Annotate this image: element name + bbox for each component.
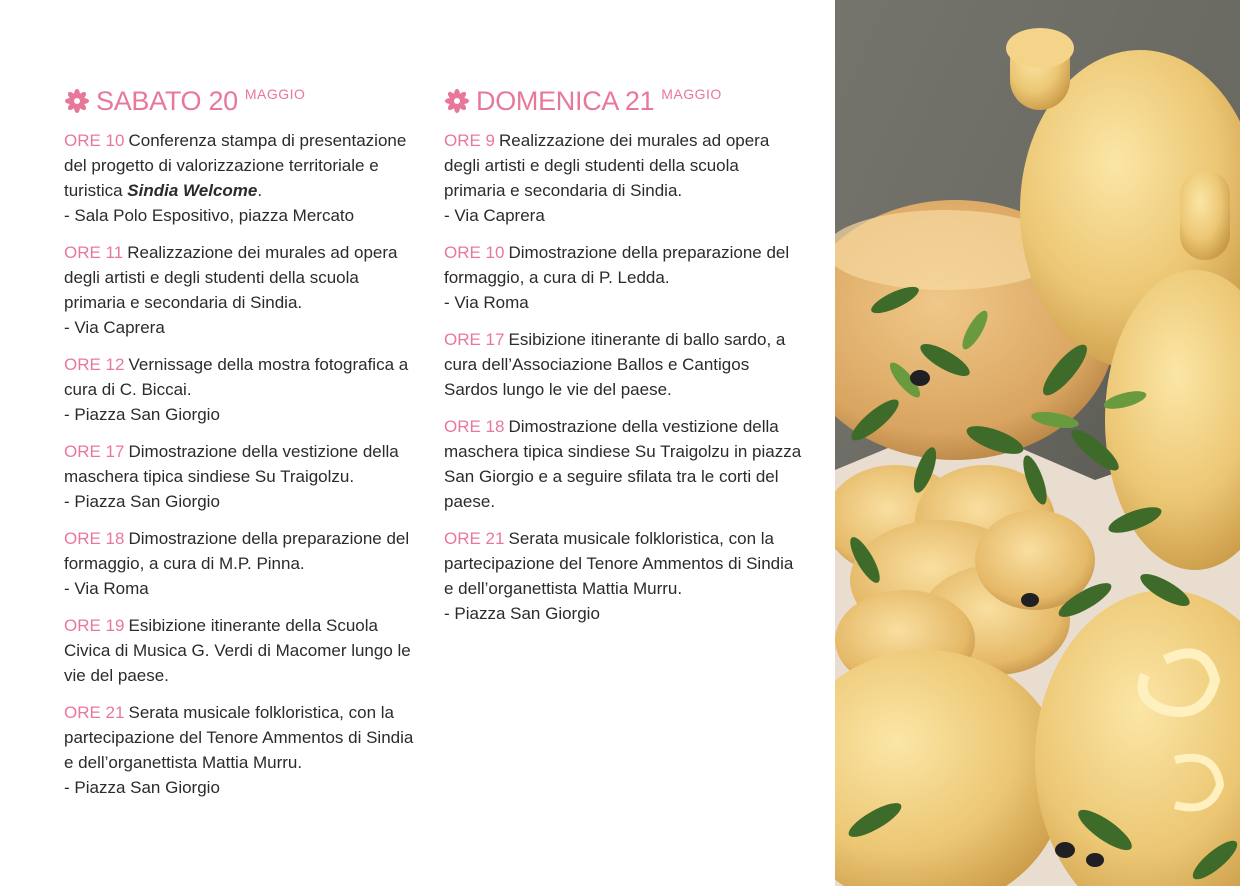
event-text: Dimostrazione della vestizione della maschera tipica sindiese Su Traigolzu. — [64, 442, 399, 486]
flower-icon — [444, 88, 470, 114]
event-time: ORE 21 — [64, 703, 125, 722]
event-time: ORE 17 — [444, 330, 505, 349]
event-item — [444, 526, 804, 626]
day-heading — [64, 84, 424, 118]
event-item — [64, 352, 424, 427]
event-time: ORE 18 — [64, 529, 125, 548]
event-text: Dimostrazione della preparazione del formaggio, a cura di P. Ledda. — [444, 243, 790, 287]
event-location: - Via Caprera — [444, 206, 545, 225]
event-time: ORE 10 — [64, 131, 125, 150]
event-time: ORE 9 — [444, 131, 496, 150]
event-text: Esibizione itinerante della Scuola Civica di Musica G. Verdi di Macomer lungo le vie del paese. — [64, 616, 411, 685]
day-date: SABATO 20 — [96, 86, 238, 116]
day-month: MAGGIO — [661, 86, 722, 102]
event-item — [444, 128, 804, 228]
event-text-after: . — [257, 181, 263, 200]
event-time: ORE 19 — [64, 616, 125, 635]
event-item — [64, 526, 424, 601]
schedule-sunday — [444, 84, 804, 638]
event-item — [444, 414, 804, 514]
event-item — [64, 700, 424, 800]
event-location: - Piazza San Giorgio — [64, 778, 220, 797]
event-item — [444, 327, 804, 402]
cheese-photo — [835, 0, 1240, 886]
event-text: Realizzazione dei murales ad opera degli artisti e degli studenti della scuola primaria e secondaria di Sindia. — [64, 243, 398, 312]
schedule-saturday — [64, 84, 424, 812]
event-time: ORE 17 — [64, 442, 125, 461]
event-text: Dimostrazione della preparazione del formaggio, a cura di M.P. Pinna. — [64, 529, 410, 573]
event-item — [64, 128, 424, 228]
day-date: DOMENICA 21 — [476, 86, 655, 116]
flower-icon — [64, 88, 90, 114]
event-location: - Piazza San Giorgio — [64, 492, 220, 511]
event-time: ORE 21 — [444, 529, 505, 548]
event-location: - Via Roma — [444, 293, 529, 312]
event-highlight: Sindia Welcome — [127, 181, 258, 200]
event-time: ORE 12 — [64, 355, 125, 374]
event-location: - Piazza San Giorgio — [444, 604, 600, 623]
event-time: ORE 10 — [444, 243, 505, 262]
event-location: - Via Caprera — [64, 318, 165, 337]
day-month: MAGGIO — [244, 86, 306, 102]
event-text: Vernissage della mostra fotografica a cura di C. Biccai. — [64, 355, 409, 399]
event-item — [64, 613, 424, 688]
event-text: Conferenza stampa di presentazione del progetto di valorizzazione territoriale e turistica — [64, 131, 407, 200]
event-text: Dimostrazione della vestizione della maschera tipica sindiese Su Traigolzu in piazza San Giorgio e a seguire sfilata tra le corti del paese. — [444, 417, 802, 511]
event-time: ORE 18 — [444, 417, 505, 436]
event-location: - Piazza San Giorgio — [64, 405, 220, 424]
event-item — [64, 240, 424, 340]
event-text: Esibizione itinerante di ballo sardo, a cura dell’Associazione Ballos e Cantigos Sardos lungo le vie del paese. — [444, 330, 786, 399]
event-text: Serata musicale folkloristica, con la partecipazione del Tenore Ammentos di Sindia e dell’organettista Mattia Murru. — [64, 703, 414, 772]
event-item — [444, 240, 804, 315]
event-time: ORE 11 — [64, 243, 124, 262]
day-heading — [444, 84, 804, 118]
event-text: Realizzazione dei murales ad opera degli artisti e degli studenti della scuola primaria e secondaria di Sindia. — [444, 131, 770, 200]
event-item — [64, 439, 424, 514]
event-location: - Sala Polo Espositivo, piazza Mercato — [64, 206, 355, 225]
event-text: Serata musicale folkloristica, con la partecipazione del Tenore Ammentos di Sindia e dell’organettista Mattia Murru. — [444, 529, 794, 598]
event-location: - Via Roma — [64, 579, 149, 598]
